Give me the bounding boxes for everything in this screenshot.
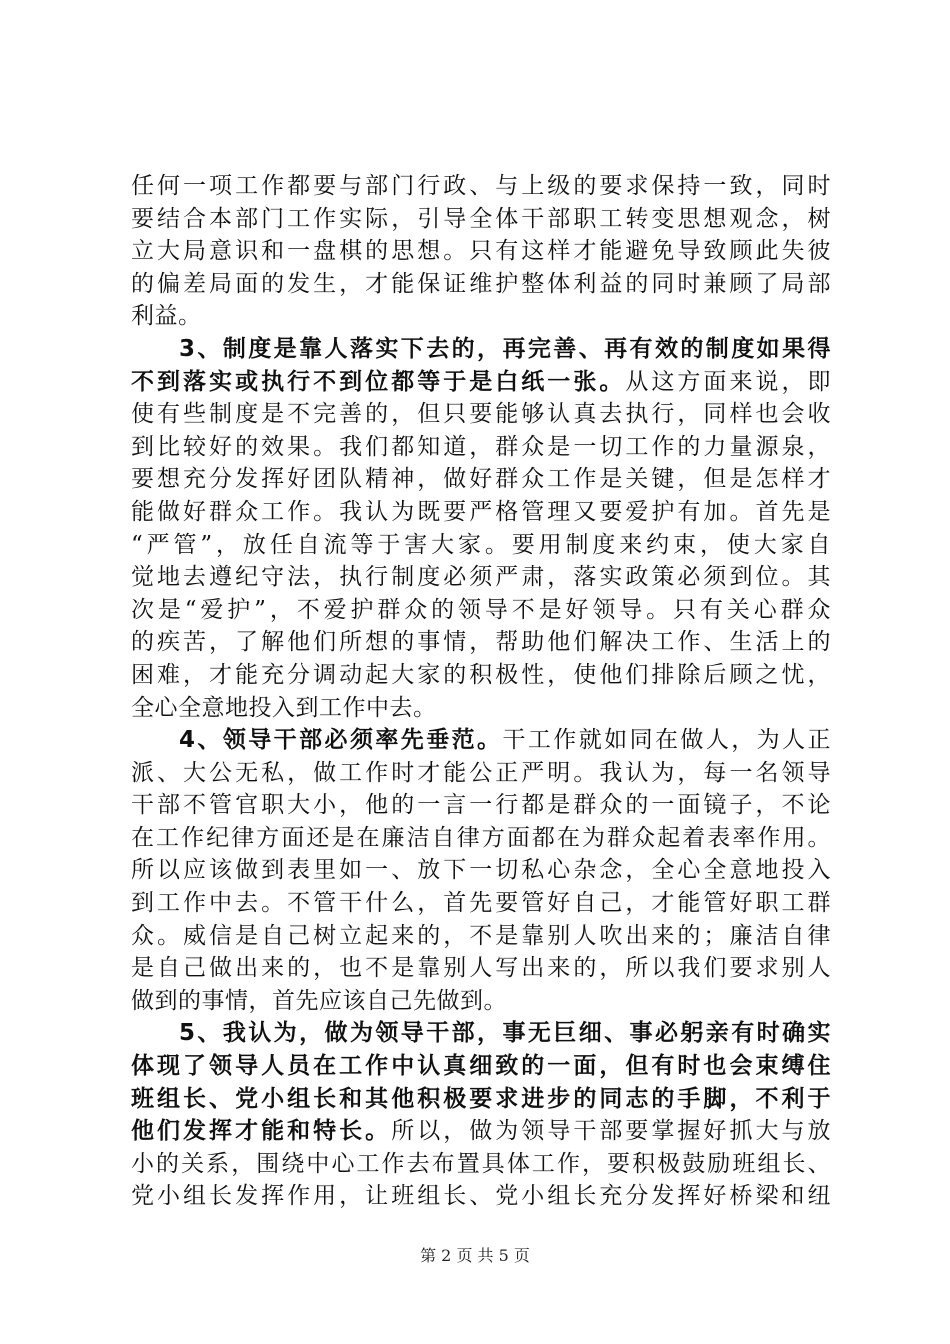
document-body	[131, 170, 831, 1213]
text-segment: 干工作就如同在做人，为人正	[502, 727, 832, 754]
text-line: 是自己做出来的，也不是靠别人写出来的，所以我们要求别人	[131, 955, 831, 982]
text-line: 立大局意识和一盘棋的思想。只有这样才能避免导致顾此失彼	[131, 238, 831, 265]
bold-heading: 4、领导干部必须率先垂范。	[179, 727, 503, 754]
text-line: 任何一项工作都要与部门行政、与上级的要求保持一致，同时	[131, 173, 831, 199]
text-line: 觉地去遵纪守法，执行制度必须严肃，落实政策必须到位。其	[131, 564, 831, 591]
text-line	[131, 1115, 831, 1148]
text-line: 到工作中去。不管干什么，首先要管好自己，才能管好职工群	[131, 890, 831, 917]
text-line: 利益。	[131, 303, 202, 330]
paragraph-3	[131, 333, 831, 724]
text-line: 使有些制度是不完善的，但只要能够认真去执行，同样也会收	[131, 401, 831, 428]
text-line: 在工作纪律方面还是在廉洁自律方面都在为群众起着表率作用。	[131, 824, 831, 851]
text-line: 的疾苦，了解他们所想的事情，帮助他们解决工作、生活上的	[131, 629, 831, 656]
paragraph-1	[131, 170, 831, 333]
bold-heading-line: 体现了领导人员在工作中认真细致的一面，但有时也会束缚住	[131, 1053, 831, 1080]
paragraph-5	[131, 1017, 831, 1213]
paragraph-4	[131, 724, 831, 1017]
text-line: 要想充分发挥好团队精神，做好群众工作是关键，但是怎样才	[131, 466, 831, 493]
bold-heading-line: 班组长、党小组长和其他积极要求进步的同志的手脚，不利于	[131, 1085, 831, 1112]
text-line: 小的关系，围绕中心工作去布置具体工作，要积极鼓励班组长、	[131, 1150, 831, 1177]
text-line: 派、大公无私，做工作时才能公正严明。我认为，每一名领导	[131, 759, 831, 786]
page-number-label: 第 2 页 共 5 页	[420, 1246, 530, 1265]
text-line: 要结合本部门工作实际，引导全体干部职工转变思想观念，树	[131, 205, 831, 232]
page-footer	[0, 1243, 950, 1266]
text-line	[131, 366, 831, 399]
text-line: 所以应该做到表里如一、放下一切私心杂念，全心全意地投入	[131, 857, 831, 884]
bold-heading-line: 3、制度是靠人落实下去的，再完善、再有效的制度如果得	[179, 335, 831, 362]
bold-heading-tail: 不到落实或执行不到位都等于是白纸一张。	[131, 368, 626, 395]
text-line: 的偏差局面的发生，才能保证维护整体利益的同时兼顾了局部	[131, 270, 831, 297]
text-line: 次是“爱护”，不爱护群众的领导不是好领导。只有关心群众	[131, 596, 831, 623]
text-line: 全心全意地投入到工作中去。	[131, 694, 437, 721]
text-line: 党小组长发挥作用，让班组长、党小组长充分发挥好桥梁和纽	[131, 1183, 831, 1210]
text-line: 困难，才能充分调动起大家的积极性，使他们排除后顾之忧，	[131, 661, 831, 688]
text-segment: 从这方面来说，即	[625, 368, 832, 395]
text-segment: 所以，做为领导干部要掌握好抓大与放	[391, 1118, 832, 1145]
text-line: 众。威信是自己树立起来的，不是靠别人吹出来的；廉洁自律	[131, 922, 831, 949]
bold-heading-tail: 他们发挥才能和特长。	[131, 1118, 392, 1145]
text-line	[131, 724, 831, 757]
text-line: 干部不管官职大小，他的一言一行都是群众的一面镜子，不论	[131, 792, 831, 819]
bold-heading-line: 5、我认为，做为领导干部，事无巨细、事必躬亲有时确实	[179, 1020, 831, 1047]
text-line: “严管”，放任自流等于害大家。要用制度来约束，使大家自	[131, 531, 831, 558]
text-line: 能做好群众工作。我认为既要严格管理又要爱护有加。首先是	[131, 498, 831, 525]
text-line: 做到的事情，首先应该自己先做到。	[131, 987, 507, 1014]
text-line: 到比较好的效果。我们都知道，群众是一切工作的力量源泉，	[131, 433, 831, 460]
